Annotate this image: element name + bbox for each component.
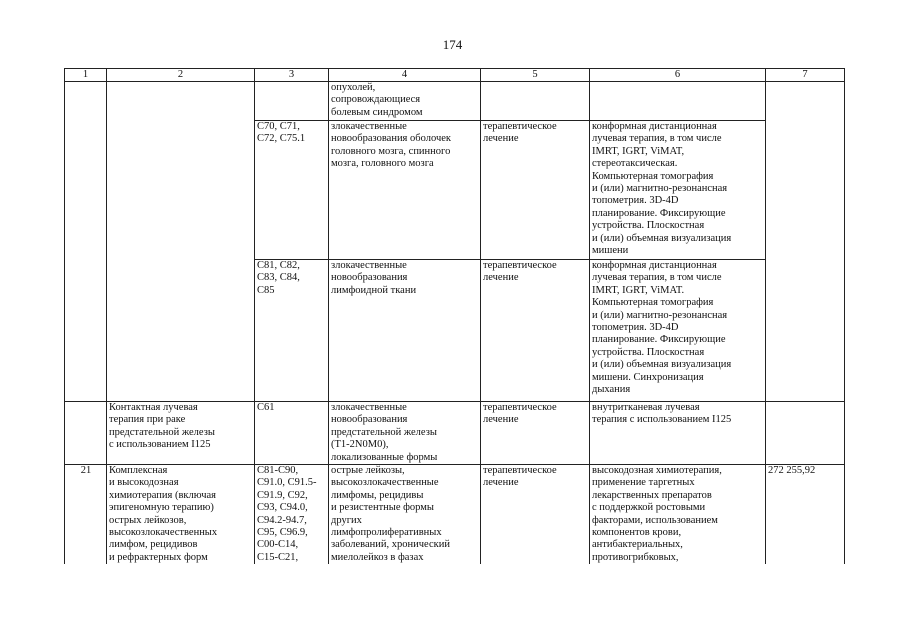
cost bbox=[766, 82, 845, 402]
diagnosis: острые лейкозы, высокозлокачественные лимфомы, рецидивы и резистентные формы других лимфопролиферативных заболеваний, хронический миелолейкоз в фазах bbox=[329, 465, 481, 565]
treatment-method: высокодозная химиотерапия, применение таргетных лекарственных препаратов с поддержкой ростовыми факторами, использованием компонентов крови, антибактериальных, противогрибковых, bbox=[590, 465, 766, 565]
method-name: Комплексная и высокодозная химиотерапия (включая эпигеномную терапию) острых лейкозов, высокозлокачественных лимфом, рецидивов и рефрактерных форм bbox=[107, 465, 255, 565]
diagnosis: злокачественные новообразования лимфоидной ткани bbox=[329, 260, 481, 402]
treatment-method: внутритканевая лучевая терапия с использованием I125 bbox=[590, 402, 766, 465]
treatment-method bbox=[590, 82, 766, 121]
care-table bbox=[64, 68, 845, 564]
row-number bbox=[65, 82, 107, 402]
header-cell: 4 bbox=[329, 69, 481, 82]
row-number bbox=[65, 402, 107, 465]
header-cell: 6 bbox=[590, 69, 766, 82]
icd-codes bbox=[255, 82, 329, 121]
treatment-type: терапевтическое лечение bbox=[481, 402, 590, 465]
treatment-method: конформная дистанционная лучевая терапия, в том числе IMRT, IGRT, ViMAT. Компьютерная томография и (или) магнитно-резонансная топометрия. 3D-4D планирование. Фиксирующие устройства. Плоскостная и (или) объемная визуализация мишени. Синхронизация дыхания bbox=[590, 260, 766, 402]
table-row bbox=[65, 82, 845, 121]
treatment-type: терапевтическое лечение bbox=[481, 465, 590, 565]
header-cell: 5 bbox=[481, 69, 590, 82]
row-number: 21 bbox=[65, 465, 107, 565]
header-cell: 7 bbox=[766, 69, 845, 82]
header-cell: 1 bbox=[65, 69, 107, 82]
diagnosis: опухолей, сопровождающиеся болевым синдромом bbox=[329, 82, 481, 121]
icd-codes: C81-C90, C91.0, C91.5- C91.9, C92, C93, C94.0, C94.2-94.7, C95, C96.9, C00-C14, C15-C21, bbox=[255, 465, 329, 565]
icd-codes: C61 bbox=[255, 402, 329, 465]
icd-codes: C81, C82, C83, C84, C85 bbox=[255, 260, 329, 402]
cost bbox=[766, 402, 845, 465]
treatment-type bbox=[481, 82, 590, 121]
cost: 272 255,92 bbox=[766, 465, 845, 565]
treatment-type: терапевтическое лечение bbox=[481, 121, 590, 260]
diagnosis: злокачественные новообразования оболочек головного мозга, спинного мозга, головного мозга bbox=[329, 121, 481, 260]
method-name bbox=[107, 82, 255, 402]
treatment-method: конформная дистанционная лучевая терапия, в том числе IMRT, IGRT, ViMAT, стереотаксическая. Компьютерная томография и (или) магнитно-резонансная топометрия. 3D-4D планирование. Фиксирующие устройства. Плоскостная и (или) объемная визуализация мишени bbox=[590, 121, 766, 260]
header-cell: 3 bbox=[255, 69, 329, 82]
method-name: Контактная лучевая терапия при раке предстательной железы с использованием I125 bbox=[107, 402, 255, 465]
header-cell: 2 bbox=[107, 69, 255, 82]
icd-codes: C70, C71, C72, C75.1 bbox=[255, 121, 329, 260]
treatment-type: терапевтическое лечение bbox=[481, 260, 590, 402]
page-number: 174 bbox=[442, 37, 463, 52]
table-row bbox=[65, 402, 845, 465]
diagnosis: злокачественные новообразования предстательной железы (T1-2N0M0), локализованные формы bbox=[329, 402, 481, 465]
table-row bbox=[65, 465, 845, 565]
header-row bbox=[65, 69, 845, 82]
